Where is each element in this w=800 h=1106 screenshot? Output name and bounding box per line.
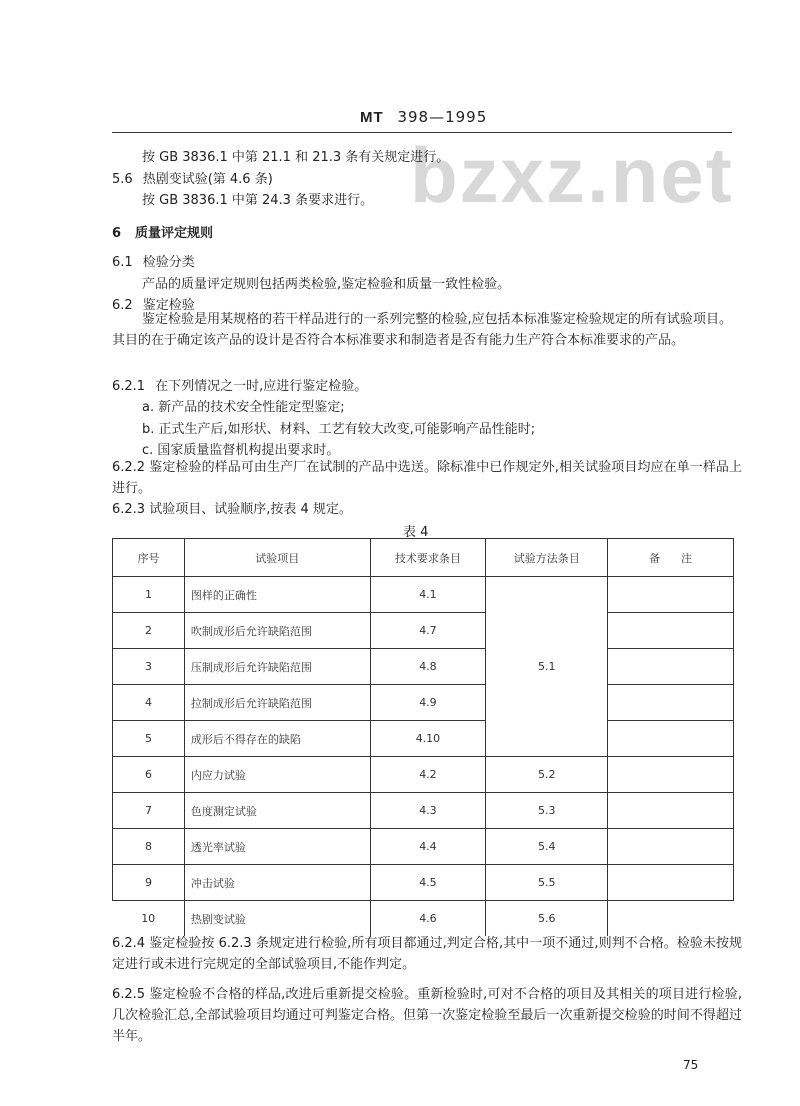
header-item: 试验项目	[184, 539, 370, 577]
header-req: 技术要求条目	[370, 539, 486, 577]
header-no: 序号	[113, 539, 185, 577]
cell-remarks	[608, 757, 734, 793]
cell-item: 拉制成形后允许缺陷范围	[184, 685, 370, 721]
cell-req: 4.1	[370, 577, 486, 613]
cell-item: 吹制成形后允许缺陷范围	[184, 613, 370, 649]
header-remarks: 备 注	[608, 539, 734, 577]
cell-item: 透光率试验	[184, 829, 370, 865]
cell-remarks	[608, 613, 734, 649]
cell-item: 冲击试验	[184, 865, 370, 901]
cell-req: 4.3	[370, 793, 486, 829]
cell-req: 4.9	[370, 685, 486, 721]
cell-remarks	[608, 649, 734, 685]
cell-item: 图样的正确性	[184, 577, 370, 613]
cell-method-merged: 5.1	[486, 577, 608, 757]
paragraph-5-5-body: 按 GB 3836.1 中第 21.1 和 21.3 条有关规定进行。	[142, 150, 450, 165]
list-item-c: c. 国家质量监督机构提出要求时。	[142, 443, 340, 458]
section-6-1-body: 产品的质量评定规则包括两类检验,鉴定检验和质量一致性检验。	[142, 277, 511, 292]
section-title: 在下列情况之一时,应进行鉴定检验。	[155, 379, 368, 394]
section-5-6-heading	[112, 168, 273, 187]
section-number: 5.6	[112, 172, 133, 187]
cell-no: 2	[113, 613, 185, 649]
cell-method: 5.2	[486, 757, 608, 793]
section-number: 6.2.1	[112, 379, 146, 394]
table-row	[113, 793, 734, 829]
section-number: 6.1	[112, 255, 133, 270]
cell-no: 5	[113, 721, 185, 757]
section-number: 6.2	[112, 298, 133, 313]
table-row	[113, 613, 734, 649]
cell-remarks	[608, 829, 734, 865]
cell-req: 4.5	[370, 865, 486, 901]
section-title: 鉴定检验	[142, 298, 195, 313]
section-6-2-2: 6.2.2 鉴定检验的样品可由生产厂在试制的产品中选送。除标准中已作规定外,相关试验项目均应在单一样品上进行。	[112, 460, 742, 496]
section-6-heading	[112, 222, 213, 241]
table-row	[113, 865, 734, 901]
cell-method: 5.5	[486, 865, 608, 901]
cell-no: 6	[113, 757, 185, 793]
cell-remarks	[608, 865, 734, 901]
section-6-1-heading	[112, 251, 195, 270]
header-code: MT	[360, 109, 384, 126]
table-caption: 表 4	[403, 525, 429, 540]
cell-no: 9	[113, 865, 185, 901]
cell-item: 压制成形后允许缺陷范围	[184, 649, 370, 685]
section-6-2-4: 6.2.4 鉴定检验按 6.2.3 条规定进行检验,所有项目都通过,判定合格,其中一项不通过,则判不合格。检验未按规定进行或未进行完规定的全部试验项目,不能作判定。	[112, 936, 742, 972]
section-title: 检验分类	[142, 255, 195, 270]
cell-req: 4.2	[370, 757, 486, 793]
cell-method: 5.3	[486, 793, 608, 829]
cell-item: 内应力试验	[184, 757, 370, 793]
table-row	[113, 685, 734, 721]
cell-remarks	[608, 721, 734, 757]
header-number: 398—1995	[397, 108, 488, 126]
cell-no: 8	[113, 829, 185, 865]
table-row	[113, 649, 734, 685]
cell-method: 5.4	[486, 829, 608, 865]
cell-remarks	[608, 685, 734, 721]
section-6-2-1-heading	[112, 375, 367, 394]
cell-req: 4.8	[370, 649, 486, 685]
cell-no: 3	[113, 649, 185, 685]
list-item-a: a. 新产品的技术安全性能定型鉴定;	[142, 400, 345, 415]
cell-item: 热剧变试验	[184, 901, 370, 937]
cell-no: 10	[113, 901, 185, 937]
cell-remarks	[608, 793, 734, 829]
list-item-b: b. 正式生产后,如形状、材料、工艺有较大改变,可能影响产品性能时;	[142, 422, 536, 437]
watermark: bzxz.net	[410, 131, 734, 219]
cell-no: 7	[113, 793, 185, 829]
cell-no: 4	[113, 685, 185, 721]
section-6-2-5: 6.2.5 鉴定检验不合格的样品,改进后重新提交检验。重新检验时,可对不合格的项目及其相关的项目进行检验,几次检验汇总,全部试验项目均通过可判鉴定合格。但第一次鉴定检验至最后一次重新提交检验的时间不得超过半年。	[112, 987, 742, 1044]
test-items-table	[112, 538, 734, 936]
section-6-2-3: 6.2.3 试验项目、试验顺序,按表 4 规定。	[112, 502, 352, 517]
page-header	[360, 108, 487, 126]
cell-method: 5.6	[486, 901, 608, 937]
section-title: 热剧变试验(第 4.6 条)	[142, 172, 273, 187]
table-row	[113, 721, 734, 757]
header-divider	[112, 132, 732, 133]
cell-no: 1	[113, 577, 185, 613]
table-row	[113, 757, 734, 793]
table-row	[113, 901, 734, 937]
cell-remarks	[608, 901, 734, 937]
cell-req: 4.10	[370, 721, 486, 757]
section-number: 6	[112, 226, 122, 241]
table-header-row	[113, 539, 734, 577]
cell-remarks	[608, 577, 734, 613]
page-number: 75	[683, 1058, 699, 1072]
table-row	[113, 577, 734, 613]
cell-req: 4.6	[370, 901, 486, 937]
table-row	[113, 829, 734, 865]
cell-req: 4.4	[370, 829, 486, 865]
cell-item: 成形后不得存在的缺陷	[184, 721, 370, 757]
cell-req: 4.7	[370, 613, 486, 649]
section-6-2-body: 鉴定检验是用某规格的若干样品进行的一系列完整的检验,应包括本标准鉴定检验规定的所有试验项目。其目的在于确定该产品的设计是否符合本标准要求和制造者是否有能力生产符合本标准要求的产品。	[112, 312, 732, 348]
section-5-6-body: 按 GB 3836.1 中第 24.3 条要求进行。	[142, 193, 374, 208]
cell-item: 色度测定试验	[184, 793, 370, 829]
section-title: 质量评定规则	[135, 226, 214, 241]
header-method: 试验方法条目	[486, 539, 608, 577]
